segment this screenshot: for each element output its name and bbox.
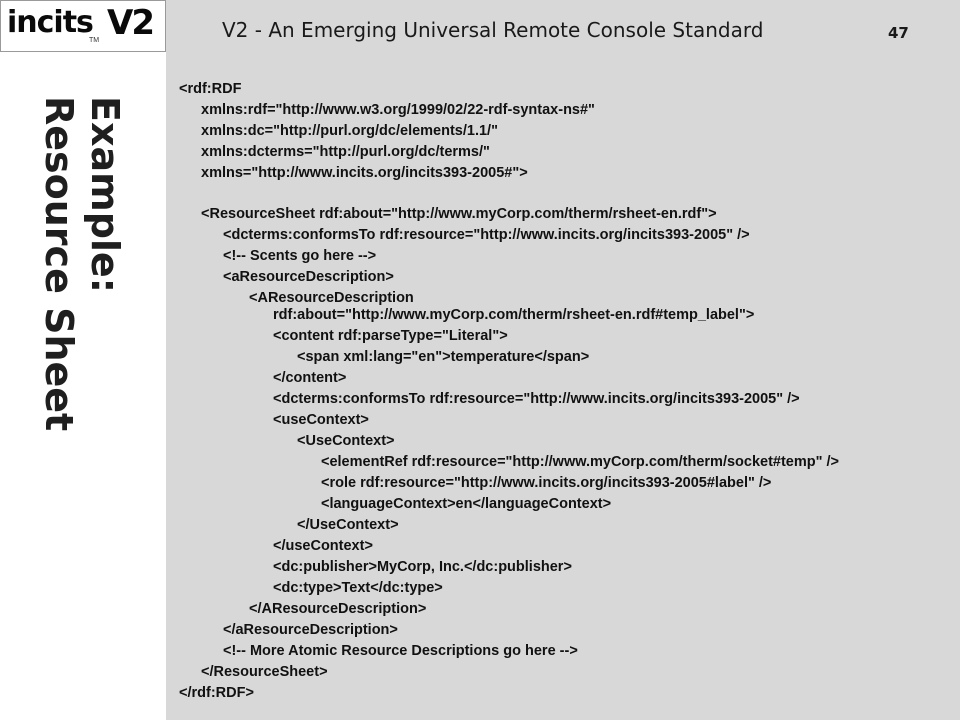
code-line: </ResourceSheet>: [201, 664, 328, 680]
code-line: <content rdf:parseType="Literal">: [273, 328, 508, 344]
code-line: </aResourceDescription>: [223, 622, 398, 638]
slide-title-line-1: Example:: [83, 96, 127, 293]
code-line: </content>: [273, 370, 347, 386]
code-line: <dcterms:conformsTo rdf:resource="http://www.incits.org/incits393-2005" />: [223, 227, 750, 243]
code-line: <dc:publisher>MyCorp, Inc.</dc:publisher>: [273, 559, 572, 575]
slide-page-number: 47: [888, 24, 909, 42]
rdf-code-block: [166, 52, 960, 720]
code-line: rdf:about="http://www.myCorp.com/therm/rsheet-en.rdf#temp_label">: [273, 307, 755, 323]
code-line: <useContext>: [273, 412, 369, 428]
code-line: </AResourceDescription>: [249, 601, 427, 617]
code-line: <AResourceDescription: [249, 290, 414, 306]
slide-title: [28, 96, 128, 486]
code-line: <rdf:RDF: [179, 81, 242, 97]
code-line: <!-- More Atomic Resource Descriptions go here -->: [223, 643, 578, 659]
code-line: <dc:type>Text</dc:type>: [273, 580, 443, 596]
code-line: xmlns:dcterms="http://purl.org/dc/terms/": [201, 144, 490, 160]
code-line: <span xml:lang="en">temperature</span>: [297, 349, 590, 365]
code-line: <languageContext>en</languageContext>: [321, 496, 612, 512]
code-panel: [166, 52, 960, 720]
header-bar: [166, 0, 960, 52]
incits-v2-logo: [0, 0, 166, 52]
code-line: <elementRef rdf:resource="http://www.myCorp.com/therm/socket#temp" />: [321, 454, 840, 470]
slide-header-title: V2 - An Emerging Universal Remote Console Standard: [222, 18, 764, 42]
code-line: <role rdf:resource="http://www.incits.org/incits393-2005#label" />: [321, 475, 772, 491]
logo-incits-text: incits: [7, 5, 93, 40]
code-line: <dcterms:conformsTo rdf:resource="http://www.incits.org/incits393-2005" />: [273, 391, 800, 407]
code-line: <!-- Scents go here -->: [223, 248, 377, 264]
logo-v2-mark: V2: [107, 3, 153, 43]
code-line: <ResourceSheet rdf:about="http://www.myCorp.com/therm/rsheet-en.rdf">: [201, 206, 717, 222]
code-line: <UseContext>: [297, 433, 395, 449]
slide-title-line-2: Resource Sheet: [37, 96, 81, 432]
code-line: </rdf:RDF>: [179, 685, 254, 701]
code-line: xmlns="http://www.incits.org/incits393-2005#">: [201, 165, 528, 181]
logo-trademark: TM: [89, 37, 100, 44]
code-line: </useContext>: [273, 538, 373, 554]
code-line: </UseContext>: [297, 517, 399, 533]
code-line: <aResourceDescription>: [223, 269, 394, 285]
code-line: xmlns:dc="http://purl.org/dc/elements/1.1/": [201, 123, 498, 139]
code-line: xmlns:rdf="http://www.w3.org/1999/02/22-rdf-syntax-ns#": [201, 102, 595, 118]
